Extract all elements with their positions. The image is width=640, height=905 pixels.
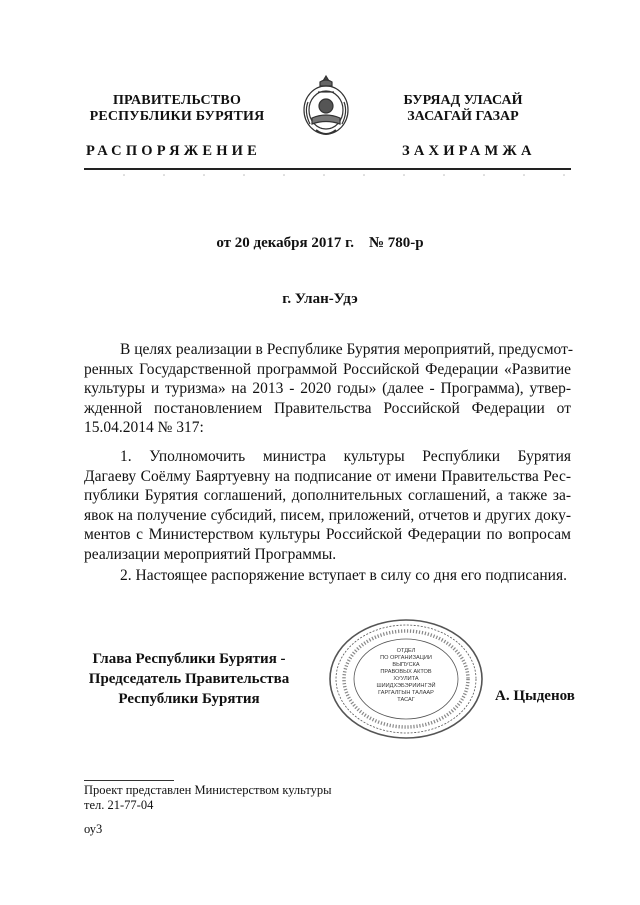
doc-type-buryat: ЗАХИРАМЖА [402,143,536,159]
paragraph-item-2 [84,566,571,586]
item2-line: 2. Настоящее распоряжение вступает в силу со дня его подписания. [120,567,567,584]
signatory-title-line3: Республики Бурятия [118,691,260,707]
item1-line: явок на получение субсидий, писем, приложений, отчетов и других доку- [84,506,571,524]
preamble-line: 15.04.2014 № 317: [84,419,204,436]
header-divider [84,168,571,170]
item1-line: Дагаеву Соёлму Баяртуевну на подписание от имени Правительства Рес- [84,467,571,485]
header-left-line1: ПРАВИТЕЛЬСТВО [112,93,242,108]
stamp-line: ТАСАГ [397,697,415,703]
header-right [378,93,548,125]
preamble-line: ренных Государственной программой Российской Федерации «Развитие [84,360,571,378]
footer-project-note: Проект представлен Министерством культуры [84,783,332,797]
stamp-line: ВЫПУСКА [392,662,420,668]
stamp-line: ПРАВОВЫХ АКТОВ [380,669,432,675]
footer-phone: тел. 21-77-04 [84,798,154,812]
item1-line: ментов с Министерством культуры Российской Федерации по вопросам [84,526,571,543]
signatory-title-line1: Глава Республики Бурятия - [92,651,286,667]
document-date-number: от 20 декабря 2017 г. № 780-р [216,235,424,251]
document-city: г. Улан-Удэ [282,291,358,307]
coat-of-arms-emblem [298,72,354,142]
item1-line: реализации мероприятий Программы. [84,545,337,563]
doc-type-russian: РАСПОРЯЖЕНИЕ [86,143,262,159]
header-dotted-line [84,173,571,177]
official-stamp [326,617,486,741]
item1-line: публики Бурятия соглашений, дополнительных соглашений, а также за- [84,487,571,504]
signatory-title-line2: Председатель Правительства [88,671,290,687]
stamp-line: ШИИДХЭБЭРИИНГЭЙ [376,683,436,689]
item1-line: 1. Уполномочить министра культуры Республики Бурятия [120,448,571,465]
stamp-line: ОТДЕЛ [396,648,416,654]
header-left [82,93,272,125]
signatory-title [84,649,294,709]
stamp-line: ХУУЛИТА [393,676,419,682]
header-left-line2: РЕСПУБЛИКИ БУРЯТИЯ [89,109,265,124]
footer-code: оу3 [84,822,103,836]
header-right-line1: БУРЯАД УЛАСАЙ [403,93,523,108]
paragraph-preamble [84,340,574,438]
paragraph-item-1 [84,447,571,564]
stamp-line: ПО ОРГАНИЗАЦИИ [380,655,432,661]
preamble-line: жденной постановлением Правительства Российской Федерации от [84,399,571,417]
preamble-line: культуры и туризма» на 2013 - 2020 годы» (далее - Программа), утвер- [84,380,571,397]
preamble-line: В целях реализации в Республике Бурятия мероприятий, предусмот- [120,341,574,358]
signatory-name: А. Цыденов [495,688,575,704]
stamp-line: ГАРГАЛГЫН ТАЛААР [378,690,434,696]
footer-rule [84,780,174,781]
header-right-line2: ЗАСАГАЙ ГАЗАР [407,109,519,124]
